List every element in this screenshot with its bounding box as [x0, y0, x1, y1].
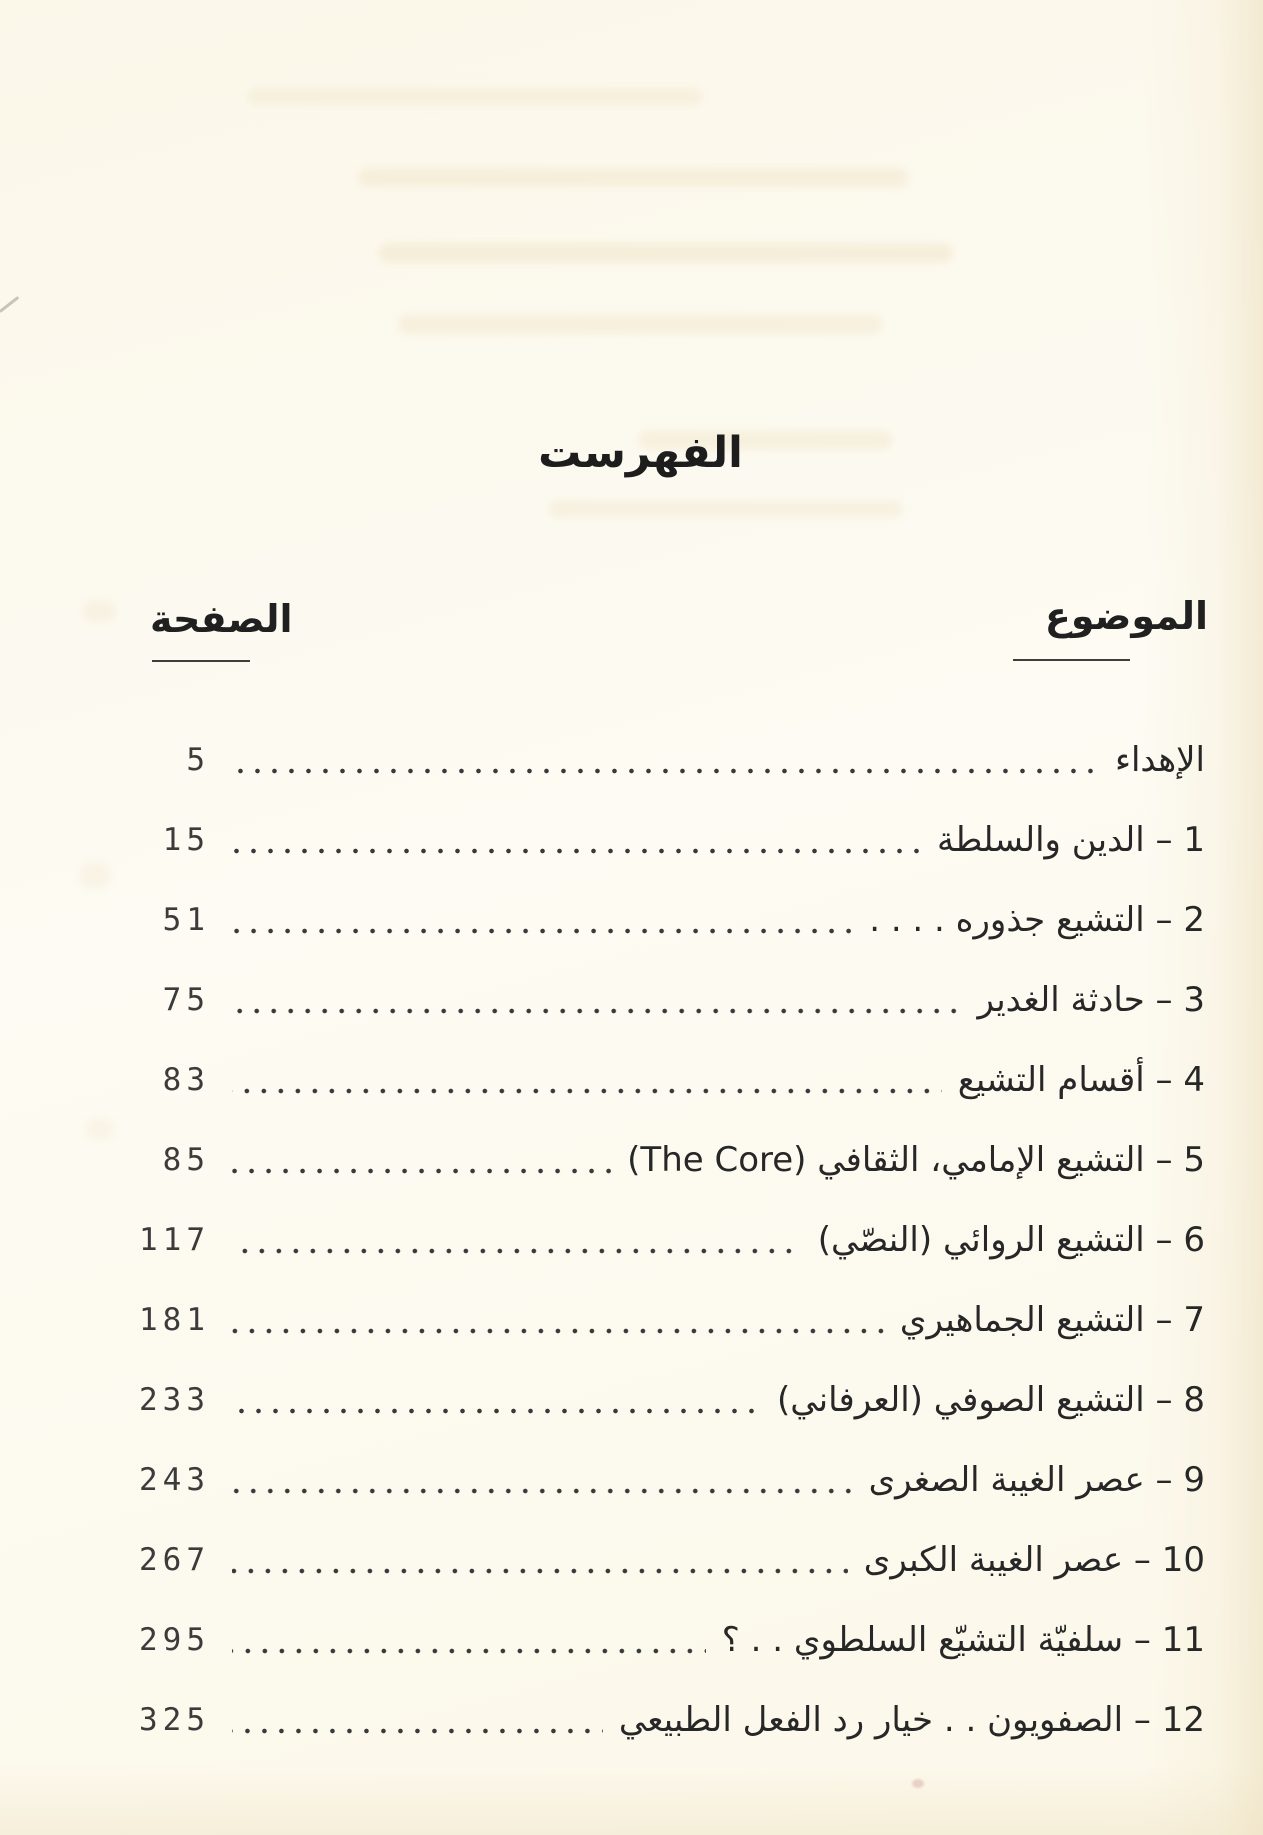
- toc-entry: [116, 960, 1205, 1040]
- bleedthrough-ghost-spot: [82, 600, 116, 622]
- dot-leader: [232, 1087, 942, 1095]
- toc-entry-page-number: 15: [162, 822, 210, 858]
- dot-leader: [232, 1327, 884, 1335]
- toc-entry-page-number: 233: [139, 1382, 210, 1418]
- dot-leader: [232, 1647, 706, 1655]
- dot-leader: [232, 1727, 603, 1735]
- column-header-subject: الموضوع: [1044, 594, 1208, 638]
- toc-entry-page-number: 75: [162, 982, 210, 1018]
- bleedthrough-ghost-line: [358, 168, 908, 187]
- toc-entry-page-number: 85: [162, 1142, 210, 1178]
- toc-entry-title: 1 – الدين والسلطة: [937, 820, 1205, 860]
- bleedthrough-ghost-line: [248, 88, 703, 105]
- toc-entry-title: 8 – التشيع الصوفي (العرفاني): [777, 1380, 1205, 1420]
- toc-entry-page-number: 243: [139, 1462, 210, 1498]
- subject-header-underline: [1013, 659, 1130, 661]
- toc-entry-title: 3 – حادثة الغدير: [977, 980, 1205, 1020]
- dot-leader: [232, 847, 921, 855]
- toc-entry-page-number: 117: [139, 1222, 210, 1258]
- dot-leader: [232, 1007, 961, 1015]
- bleedthrough-ghost-spot: [80, 862, 110, 888]
- toc-entry-title: 9 – عصر الغيبة الصغرى: [868, 1460, 1205, 1500]
- dot-leader: [232, 1167, 611, 1175]
- toc-entry-title: الإهداء: [1114, 740, 1205, 780]
- toc-entry: [116, 1600, 1205, 1680]
- pencil-mark: [0, 296, 19, 313]
- toc-entry-title: 5 – التشيع الإمامي، الثقافي (The Core): [627, 1140, 1205, 1180]
- toc-entry: [116, 880, 1205, 960]
- toc-entry: [116, 1120, 1205, 1200]
- toc-entry-title: 4 – أقسام التشيع: [957, 1060, 1205, 1100]
- toc-list: [116, 720, 1205, 1760]
- bleedthrough-ghost-line: [548, 500, 903, 518]
- dot-leader: [232, 1407, 761, 1415]
- bleedthrough-ghost-spot: [86, 1118, 114, 1140]
- toc-entry-title: 2 – التشيع جذوره . . . .: [869, 900, 1205, 940]
- bleedthrough-ghost-line: [378, 243, 953, 263]
- page-stain: [912, 1779, 924, 1788]
- toc-entry: [116, 720, 1205, 800]
- toc-entry-page-number: 325: [139, 1702, 210, 1738]
- toc-entry: [116, 1440, 1205, 1520]
- bleedthrough-ghost-line: [398, 315, 883, 334]
- page-title: الفهرست: [538, 428, 743, 478]
- toc-entry: [116, 1200, 1205, 1280]
- toc-entry-title: 11 – سلفيّة التشيّع السلطوي . . ؟: [721, 1620, 1205, 1660]
- dot-leader: [232, 1487, 853, 1495]
- toc-entry: [116, 800, 1205, 880]
- dot-leader: [232, 767, 1099, 775]
- toc-entry-title: 12 – الصفويون . . خيار رد الفعل الطبيعي: [618, 1700, 1205, 1740]
- toc-entry-page-number: 83: [162, 1062, 210, 1098]
- toc-entry: [116, 1680, 1205, 1760]
- toc-entry-title: 7 – التشيع الجماهيري: [899, 1300, 1205, 1340]
- column-header-page: الصفحة: [150, 597, 293, 641]
- toc-entry-page-number: 51: [162, 902, 210, 938]
- dot-leader: [232, 1247, 802, 1255]
- toc-entry-page-number: 295: [139, 1622, 210, 1658]
- toc-entry-title: 6 – التشيع الروائي (النصّي): [817, 1220, 1205, 1260]
- toc-entry-page-number: 5: [186, 742, 210, 778]
- page-header-underline: [152, 660, 250, 662]
- toc-entry-page-number: 267: [139, 1542, 210, 1578]
- toc-entry: [116, 1360, 1205, 1440]
- toc-entry: [116, 1280, 1205, 1360]
- toc-entry: [116, 1040, 1205, 1120]
- toc-entry-title: 10 – عصر الغيبة الكبرى: [863, 1540, 1205, 1580]
- toc-entry-page-number: 181: [139, 1302, 210, 1338]
- dot-leader: [232, 927, 853, 935]
- toc-entry: [116, 1520, 1205, 1600]
- dot-leader: [232, 1567, 848, 1575]
